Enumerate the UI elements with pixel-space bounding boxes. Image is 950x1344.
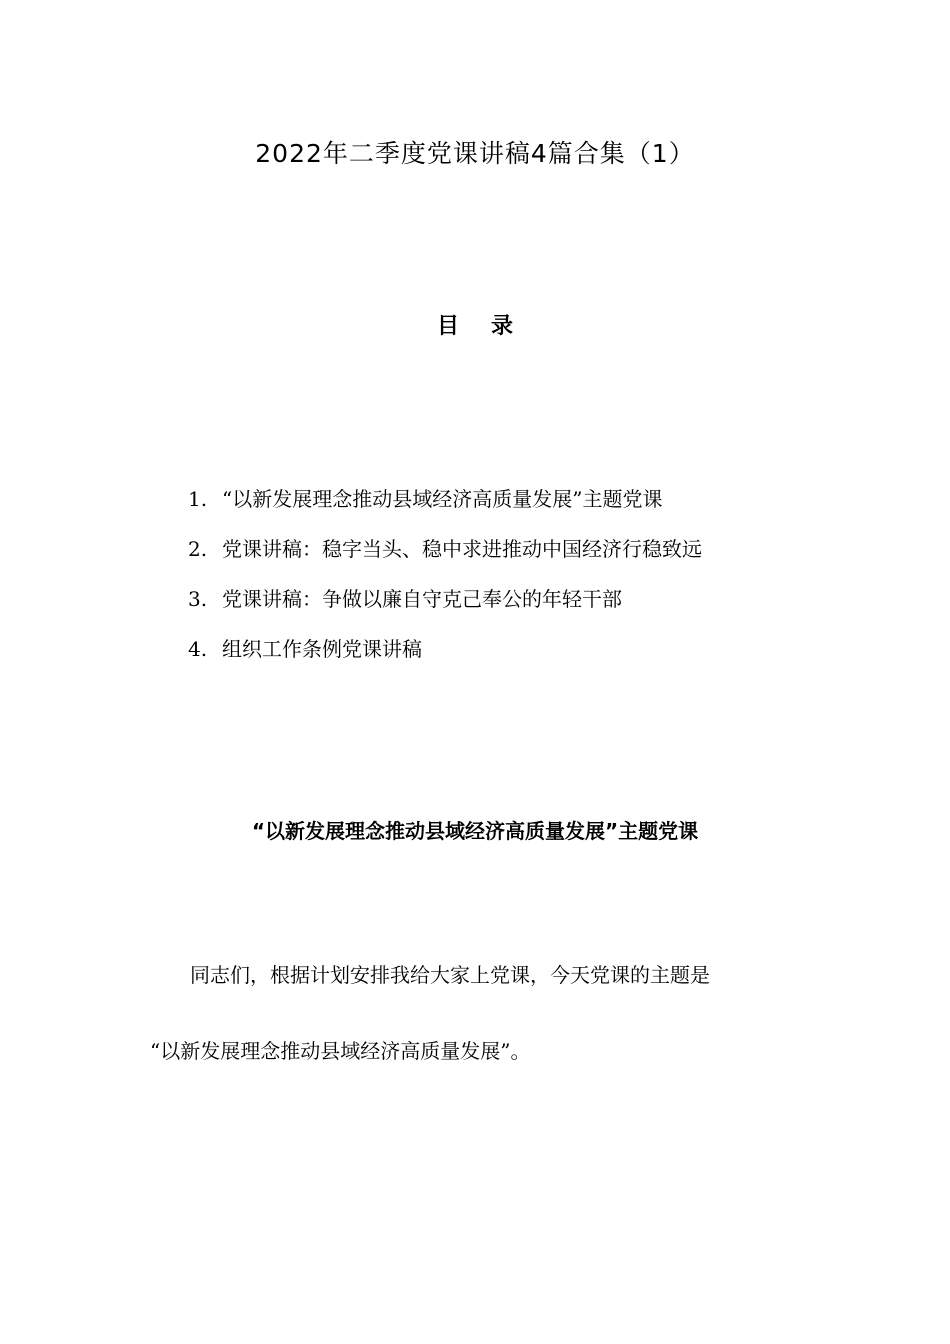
toc-item-text: 党课讲稿：争做以廉自守克己奉公的年轻干部 [222, 587, 622, 611]
toc-item-number: 3. [188, 587, 208, 611]
toc-item-number: 4. [188, 637, 208, 661]
document-title: 2022年二季度党课讲稿4篇合集（1） [255, 139, 695, 168]
table-of-contents [188, 484, 888, 684]
toc-item-text: 党课讲稿：稳字当头、稳中求进推动中国经济行稳致远 [222, 537, 702, 561]
toc-item [188, 584, 888, 634]
toc-item-number: 2. [188, 537, 208, 561]
toc-item-text: “以新发展理念推动县域经济高质量发展”主题党课 [222, 487, 663, 511]
toc-item [188, 484, 888, 534]
paragraph-line: 同志们，根据计划安排我给大家上党课，今天党课的主题是 [190, 963, 710, 987]
toc-heading-char: 目 [436, 314, 459, 339]
paragraph-line: “以新发展理念推动县域经济高质量发展”。 [150, 1039, 531, 1063]
toc-item [188, 634, 888, 684]
section-title: “以新发展理念推动县域经济高质量发展”主题党课 [251, 819, 699, 843]
toc-item-text: 组织工作条例党课讲稿 [222, 637, 422, 661]
toc-item-number: 1. [188, 487, 208, 511]
toc-heading-char: 录 [491, 314, 514, 339]
toc-heading [0, 312, 950, 342]
toc-item [188, 534, 888, 584]
